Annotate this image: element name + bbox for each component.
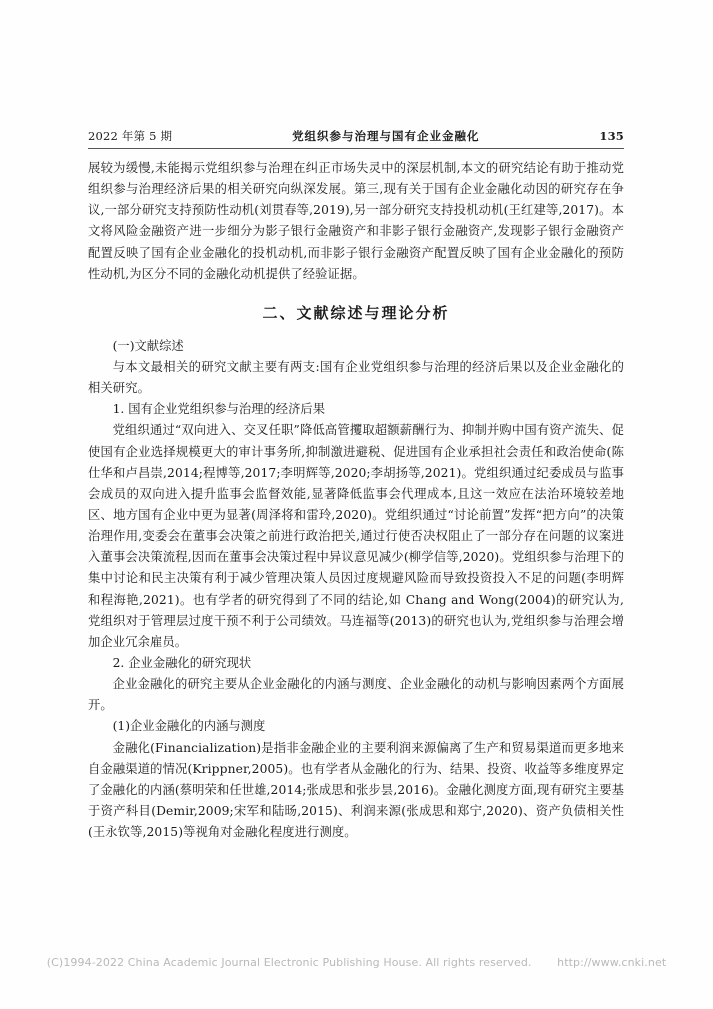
section-heading-two: 二、文献综述与理论分析 [262,303,450,322]
subheading-financialization-concept: (1)企业金融化的内涵与测度 [112,719,266,734]
page-footer [0,956,713,969]
paragraph-financialization-concept: 金融化(Financialization)是指非金融企业的主要利润来源偏离了生产和贸易渠道而更多地来自金融渠道的情况(Krippner,2005)。也有学者从金融化的行为、结果、投资、收益等多维度界定了金融化的内涵(蔡明荣和任世雄,2014;张成思和张步昙,2016)。金融化测度方面,现有研究主要基于资产科目(Demir,2009;宋军和陆旸,2015)、利润来源(张成思和郑宁,2020)、资产负债相关性(王永钦等,2015)等视角对金融化程度进行测度。 [88,740,624,840]
header-page-number: 135 [599,129,624,143]
paragraph-financialization-status: 企业金融化的研究主要从企业金融化的内涵与测度、企业金融化的动机与影响因素两个方面展开。 [88,677,624,713]
paragraph-party-governance-effects: 党组织通过“双向进入、交叉任职”降低高管攫取超额薪酬行为、抑制并购中国有资产流失、促使国有企业选择规模更大的审计事务所,抑制激进避税、促进国有企业承担社会责任和政治使命(陈仕华和卢昌崇,2014;程博等,2017;李明辉等,2020;李胡扬等,2021)。党组织通过纪委成员与监事会成员的双向进入提升监事会监督效能,显著降低监事会代理成本,且这一效应在法治环境较差地区、地方国有企业中更为显著(周泽将和雷玲,2020)。党组织通过“讨论前置”发挥“把方向”的决策治理作用,变委会在董事会决策之前进行政治把关,通过行使否决权阻止了一部分存在问题的议案进入董事会决策流程,因而在董事会决策过程中异议意见减少(柳学信等,2020)。党组织参与治理下的集中讨论和民主决策有利于减少管理决策人员因过度规避风险而导致投资投入不足的问题(李明辉和程海艳,2021)。也有学者的研究得到了不同的结论,如 Chang and Wong(2004)的研究认为,党组织对于管理层过度干预不利于公司绩效。马连福等(2013)的研究也认为,党组织参与治理会增加企业冗余雇员。 [88,423,624,649]
paragraph-intro: 展较为缓慢,未能揭示党组织参与治理在纠正市场失灵中的深层机制,本文的研究结论有助于推动党组织参与治理经济后果的相关研究向纵深发展。第三,现有关于国有企业金融化动因的研究存在争议,一部分研究支持预防性动机(刘贯春等,2019),另一部分研究支持投机动机(王红建等,2017)。本文将风险金融资产进一步细分为影子银行金融资产和非影子银行金融资产,发现影子银行金融资产配置反映了国有企业金融化的投机动机,而非影子银行金融资产配置反映了国有企业金融化的预防性动机,为区分不同的金融化动机提供了经验证据。 [88,161,624,281]
subheading-financialization-status: 2. 企业金融化的研究现状 [112,655,252,670]
page-content [88,128,624,843]
subheading-literature-review: (一)文献综述 [112,338,184,353]
running-header [88,128,624,148]
header-issue: 2022 年第 5 期 [88,129,173,143]
footer-copyright: (C)1994-2022 China Academic Journal Electronic Publishing House. All rights reserved. [46,956,532,969]
header-article-title: 党组织参与治理与国有企业金融化 [292,129,480,143]
paragraph-literature-intro: 与本文最相关的研究文献主要有两支:国有企业党组织参与治理的经济后果以及企业金融化的相关研究。 [88,359,624,396]
footer-url: http://www.cnki.net [557,956,667,969]
header-divider [88,148,624,149]
subheading-party-governance-effects: 1. 国有企业党组织参与治理的经济后果 [112,402,325,417]
